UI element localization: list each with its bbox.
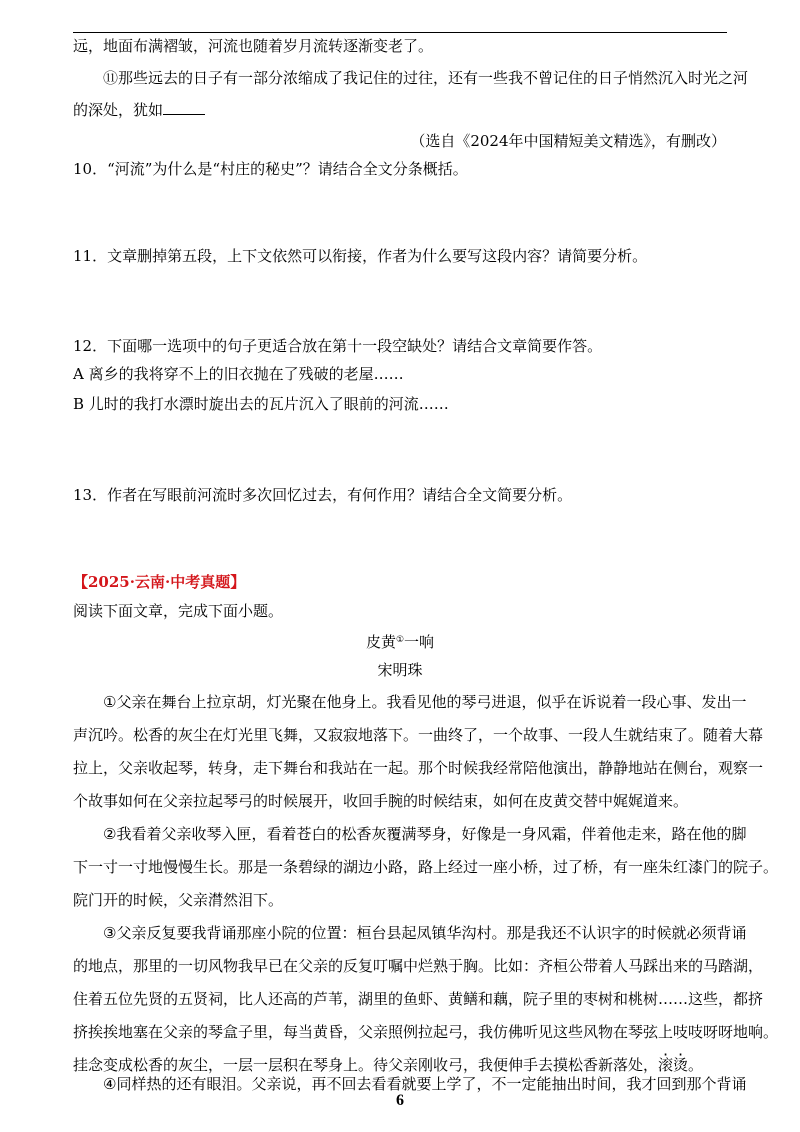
article-line: 下一寸一寸地慢慢生长。那是一条碧绿的湖边小路，路上经过一座小桥，过了桥，有一座朱红漆门的院子。	[73, 858, 779, 876]
article-title: 皮黄①一响	[365, 633, 435, 651]
answer-blank	[163, 100, 205, 115]
article-line: 院门开的时候，父亲潸然泪下。	[73, 891, 284, 909]
emphasis-mark: 滚	[658, 1056, 674, 1074]
article-line: 挤挨挨地塞在父亲的琴盒子里，每当黄昏，父亲照例拉起弓，我仿佛听见这些风物在琴弦上吱吱呀呀地响。	[73, 1023, 779, 1041]
article-line: ③父亲反复要我背诵那座小院的位置：桓台县起凤镇华沟村。那是我还不认识字的时候就必须背诵	[103, 924, 747, 942]
paragraph-11-cont: 的深处，犹如	[73, 100, 205, 120]
article-line: 个故事如何在父亲拉起琴弓的时候展开，收回手腕的时候结束，如何在皮黄交替中娓娓道来。	[73, 792, 689, 810]
header-rule	[73, 32, 727, 33]
paragraph-11: ⑪那些远去的日子有一部分浓缩成了我记住的过往，还有一些我不曾记住的日子悄然沉入时光之河	[103, 69, 749, 87]
article-author: 宋明珠	[377, 661, 423, 679]
source-note: （选自《2024年中国精短美文精选》，有删改）	[410, 132, 726, 150]
article-line: ②我看着父亲收琴入匣，看着苍白的松香灰覆满琴身，好像是一身风霜，伴着他走来，路在他的脚	[103, 825, 747, 843]
exam-source-tag: 【2025·云南·中考真题】	[73, 573, 246, 591]
passage-line: 远，地面布满褶皱，河流也随着岁月流转逐渐变老了。	[73, 37, 434, 55]
page-number: 6	[396, 1092, 404, 1109]
article-line: 拉上，父亲收起琴，转身，走下舞台和我站在一起。那个时候我经常陪他演出，静静地站在侧台，观察一	[73, 759, 764, 777]
instruction: 阅读下面文章，完成下面小题。	[73, 602, 284, 620]
question-12: 12．下面哪一选项中的句子更适合放在第十一段空缺处？请结合文章简要作答。	[73, 337, 603, 355]
question-12-option-a: A 离乡的我将穿不上的旧衣抛在了残破的老屋……	[73, 365, 404, 383]
question-11: 11．文章删掉第五段，上下文依然可以衔接，作者为什么要写这段内容？请简要分析。	[73, 247, 648, 265]
emphasis-mark: 烫	[673, 1056, 689, 1074]
question-13: 13．作者在写眼前河流时多次回忆过去，有何作用？请结合全文简要分析。	[73, 486, 573, 504]
article-line: ④同样热的还有眼泪。父亲说，再不回去看看就要上学了，不一定能抽出时间，我才回到那个背诵	[103, 1075, 747, 1093]
article-line: 声沉吟。松香的灰尘在灯光里飞舞，又寂寂地落下。一曲终了，一个故事、一段人生就结束了。随着大幕	[73, 726, 764, 744]
question-12-option-b: B 儿时的我打水漂时旋出去的瓦片沉入了眼前的河流……	[73, 395, 449, 413]
footnote-marker: ①	[395, 635, 405, 645]
question-10: 10．“河流”为什么是“村庄的秘史”？请结合全文分条概括。	[73, 160, 468, 178]
article-line: 住着五位先贤的五贤祠，比人还高的芦苇，湖里的鱼虾、黄鳝和藕，院子里的枣树和桃树……这些，都挤	[73, 990, 764, 1008]
article-line: ①父亲在舞台上拉京胡，灯光聚在他身上。我看见他的琴弓进退，似乎在诉说着一段心事、发出一	[103, 693, 747, 711]
article-line: 挂念变成松香的灰尘，一层一层积在琴身上。待父亲刚收弓，我便伸手去摸松香新落处，滚烫。	[73, 1056, 704, 1074]
article-line: 的地点，那里的一切风物我早已在父亲的反复叮嘱中烂熟于胸。比如：齐桓公带着人马踩出来的马踏湖，	[73, 957, 764, 975]
